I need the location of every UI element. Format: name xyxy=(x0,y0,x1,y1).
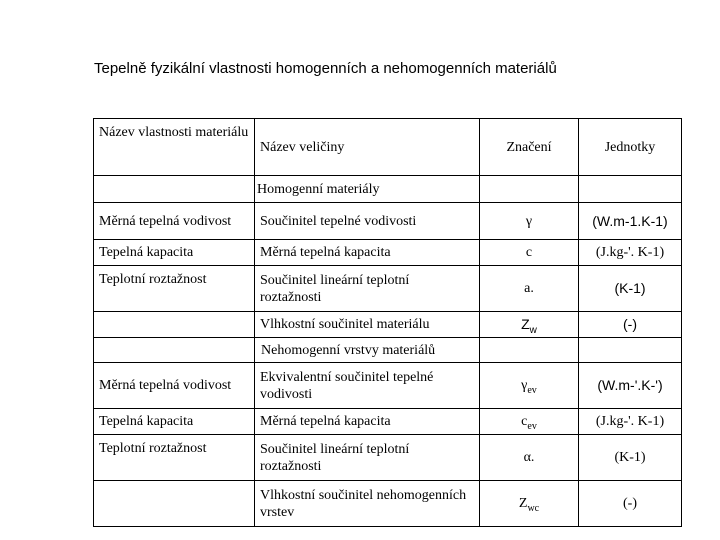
symbol-subscript: w xyxy=(529,324,537,336)
cell-symbol xyxy=(480,312,579,338)
cell-property: Měrná tepelná vodivost xyxy=(94,363,255,409)
cell-symbol xyxy=(480,435,579,481)
cell-quantity: Vlhkostní součinitel materiálu xyxy=(255,312,480,338)
unit-text: (K-1) xyxy=(614,280,646,296)
table-row xyxy=(94,435,682,481)
cell-property: Teplotní roztažnost xyxy=(94,266,255,312)
cell-quantity: Součinitel lineární teplotní roztažnosti xyxy=(255,435,480,481)
unit-text: (W.m-'.K-') xyxy=(597,377,663,393)
cell-symbol xyxy=(480,363,579,409)
unit-text: (-) xyxy=(623,316,637,332)
properties-table xyxy=(93,118,682,527)
symbol-subscript: wc xyxy=(527,502,540,514)
symbol-main: γ xyxy=(525,213,533,229)
cell-symbol xyxy=(480,240,579,266)
symbol-subscript: ev xyxy=(527,420,537,432)
section-label-homogeneous: Homogenní materiály xyxy=(255,176,480,203)
section-row-inhomogeneous xyxy=(94,338,682,363)
cell-property: Tepelná kapacita xyxy=(94,409,255,435)
cell-quantity: Měrná tepelná kapacita xyxy=(255,409,480,435)
symbol-subscript: ev xyxy=(527,384,537,396)
unit-text: (J.kg-'. K-1) xyxy=(595,414,665,429)
cell-quantity: Ekvivalentní součinitel tepelné vodivosti xyxy=(255,363,480,409)
cell-symbol xyxy=(480,266,579,312)
cell-unit xyxy=(579,312,682,338)
table-row xyxy=(94,363,682,409)
cell-quantity: Vlhkostní součinitel nehomogenních vrstev xyxy=(255,481,480,527)
table-row xyxy=(94,312,682,338)
header-symbol: Značení xyxy=(480,119,579,176)
section-spacer xyxy=(480,176,579,203)
symbol-main: c xyxy=(521,414,528,429)
table-header-row xyxy=(94,119,682,176)
cell-symbol xyxy=(480,481,579,527)
section-spacer xyxy=(94,338,255,363)
table-row xyxy=(94,203,682,240)
unit-text: (-) xyxy=(623,496,637,511)
section-label-inhomogeneous: Nehomogenní vrstvy materiálů xyxy=(255,338,480,363)
cell-property xyxy=(94,481,255,527)
table-row xyxy=(94,481,682,527)
unit-text: (J.kg-'. K-1) xyxy=(595,245,665,260)
unit-text: (K-1) xyxy=(614,450,646,465)
section-spacer xyxy=(94,176,255,203)
cell-unit xyxy=(579,363,682,409)
cell-quantity: Součinitel lineární teplotní roztažnosti xyxy=(255,266,480,312)
section-spacer xyxy=(579,176,682,203)
symbol-main: α. xyxy=(523,450,535,465)
cell-unit xyxy=(579,266,682,312)
cell-quantity: Měrná tepelná kapacita xyxy=(255,240,480,266)
cell-unit xyxy=(579,203,682,240)
header-unit: Jednotky xyxy=(579,119,682,176)
unit-text: (W.m-1.K-1) xyxy=(592,212,668,229)
symbol-main: Z xyxy=(521,316,530,332)
table-row xyxy=(94,409,682,435)
section-spacer xyxy=(579,338,682,363)
header-quantity: Název veličiny xyxy=(255,119,480,176)
cell-property xyxy=(94,312,255,338)
section-row-homogeneous xyxy=(94,176,682,203)
cell-property: Měrná tepelná vodivost xyxy=(94,203,255,240)
table-row xyxy=(94,240,682,266)
cell-unit xyxy=(579,240,682,266)
cell-unit xyxy=(579,409,682,435)
symbol-main: Z xyxy=(518,496,528,511)
cell-symbol xyxy=(480,203,579,240)
symbol-main: c xyxy=(525,245,533,260)
document-title: Tepelně fyzikální vlastnosti homogenních a nehomogenních materiálů xyxy=(94,60,557,77)
cell-property: Teplotní roztažnost xyxy=(94,435,255,481)
symbol-main: γ xyxy=(521,378,528,393)
cell-quantity: Součinitel tepelné vodivosti xyxy=(255,203,480,240)
cell-unit xyxy=(579,481,682,527)
cell-symbol xyxy=(480,409,579,435)
cell-property: Tepelná kapacita xyxy=(94,240,255,266)
cell-unit xyxy=(579,435,682,481)
table-row xyxy=(94,266,682,312)
header-property: Název vlastnosti materiálu xyxy=(94,119,255,176)
symbol-main: a. xyxy=(524,281,534,296)
section-spacer xyxy=(480,338,579,363)
